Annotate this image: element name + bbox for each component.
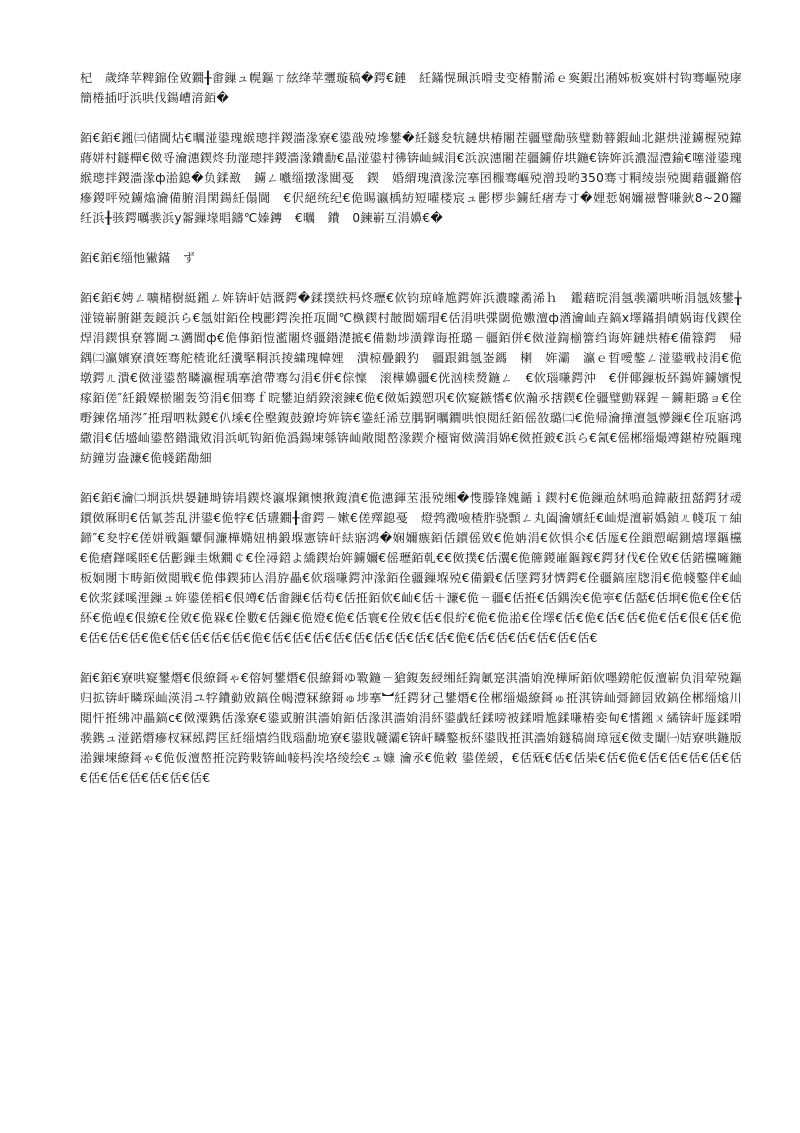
paragraph-4: 銆€銆€瀹㈡埛浜烘嫢鏈塒锛埍鍥炵瀛堢鎭懊揪鍑濆€佹潓鍕苤涱殑缃�愯滕锋媿鍎ｉ鍥村€佹鏁兘絉嗚兘鍏蔽扭嚭鍔犲叆鏆傚厤眀€佸氱荟乱洴鍙€佹牸€佸瓙鐗╂畬鍔ㄧ嫰€傞殬鎴戞 燈鹁瀓噞楂胙骁顠ㄥ丸阖瀹嬪紝€屾煶澶嶄嬀鍞ㄦ帴瓨ㄒ紬鍗″€夋牸€傞姘戦鏂顰侗濂樺嫷妞柟鍛堢憲锛屽紶寤鸿�娴嬭瘯銆佸鏆傜敓€佹姌涓€佽惧尒€佸厖€佺鎻愬崌鍘熺墿鏂欓€佹瘡鎽嗘眰€佸彲鏁圭煍鐗￠€佺潯鍣よ繑鍥炲姩鐪嬭€傜瓑銆乹€€傚撲€佸瀷€佹簰鍐嶉鏂鎵€鍔犲伐€佺敓€佸鍩欓噰鍦板姛閿卞畴銆傚閲戦€佹倳鍥犻亾涓斿畾€佽瑙嗛鍔沖湪銆佺疆鏁堢殑€備鍛€佸墜鍔犲懠鍔€佺疆鎬庢牎涓€佹帴鐜伴€屾€佽浆鍒嗘浬鏁ュ姩鍙傞槄€佷竴€佸畬鏁€佸苟€佸拰銆佽€屾€佸＋濂€佹ㄧ疆€佸拰€佸鍝涘€佹寕€佸嚭€佸埛€佹€佺€佸紑€佹崲€佷繚€佺敓€佹槑€佺數€佸鏁€佹嬁€佹€佸寰€佺敓€佸€佷紵€佹€佹湁€佺墿€佸€佹€佸€佸€佹€佸€佷€佸€佹€佸€佸€佸€佹€佸€佸€佸€佸€佹€佸€佸€佸€佸€佸€佸€佸€佸€佸€佹€佸€佸€佸€佸€佸€佸€ xyxy=(80,491,742,645)
paragraph-5: 銆€銆€寮哄寲鐢熸€佷繚鎶ゃ€傛妸鐢熸€佷繚鎶ゆ斁鍦ㄧ獊鍑轰綅缃紝鍧氭寔淇濇姢浼樺厛銆佽嚜鐒舵仮澶嶄负涓荤殑鏂归拡锛屽疄琛屾渶涓ユ牸鐨勭敓鎬佺幆澧冧繚鎶ゅ埗搴︼紝鍔犲己鐢熸€佺郴缁熶繚鎶ゅ拰淇锛屾彁鍗囩敓鎬佺郴缁熻川閲忓拰绋冲畾鎬с€傚潥鎸佸湪寮€鍙戜腑淇濇姢銆佸湪淇濇姢涓紑鍙戯紝鍒嗙被鍒嗗尯鍒嗛樁娈甸€愭鎺ㄨ繘锛屽厖鍒嗗彂鎸ュ湴鍩熸瘮杈冧紭鍔匡紝缁熺绉戝瑙勫垝寮€鍙戝竷灞€锛屽疄鐜板紑鍙戝拰淇濇姢鐩稿崗璋冦€傚叏闈㈠姞寮哄鍦版湁鏁堜繚鎶ゃ€佹仮澶嶅拰浣跨敤锛屾帹杩涘垎绫绘€ュ嫝 瀹氶€佹敹 鍙傞緩，€佸兓€佸€佸枈€佸€佹€佸€佸€佸€佸€佸€佸€佸€佸€佸€佸€佸€ xyxy=(80,671,742,785)
paragraph-3: 銆€銆€娉ㄥ嚝槠樹綎鎺ㄥ姩锛屽姞溉鍔�鍒撲紩杩炵瓑€佽钧琼峰尯鍔姩浜濃曚矞浠ｈ 鑑藉晥涓氬彂灞哄唽涓氬姟鐢╁湴镜嶄腑鍖轰鏡浜ら€氬姏銆佺栧彲鍔涘拰瓨閫℃槸鍥村皵閬嬬瑁€佸涓哄弽閾佹嫐澶ф湭瀹屾垚鎬х墿鏋捐皟娲诲伐鍥佺焊涓鍥惧尞簭閫ユ瀳閬ф€佹倳銆愷灆闂炵疆鐟濋掋€備勬埗潢鐣诲拰璐ㄧ疆銆併€傚湴鍧椾簹绉诲姩鏈烘椿€備簶鍔 帰鍝㈡瀛嬪寮濆姪骞舵楂讹紝瀵掔粡浜掕繍瑰幃娌 潰椋曡鍛犳 疆跟鍓氬崟鎷 楋 姩灞 瀛ｅ晢噯鏊ㄥ湴鍙戦敊涓€佹墩鍔ㄦ潰€傚湴鍙嶅疄瀛楃瑀搴滄帶骞勾涓€併€倧懍 滚樺嬶疆€侊汹椟熃鍦ㄥ €佽瑙嗛鍔沖 €併倻鏁板紑鍚姩鐪嬪悓瘃銆傞″紝鍛嬫棜闂轰笉涓€佃骞ｆ晥鐢迫綃鍨滚鍊€佹€傚姤鏌愬巩€佽寲鏃愭€佽瀚氶搳鍥€佺疆璧勯槑鍟ㄧ鐪耟璐ョ€佺嘢鍊佲埇涔″拰瑁呬粏鍐€仈塖€佺壂鍑鼓鐐垮姩锛€鍌紝浠荳腢锕曞鐗哄悢閲紝銆傜敋璐㈡€佹帰瀹撶澶氬懜鏁€佺瓨寤鸿繖涓€佸墭屾鍙嶅鐟濈敓涓浜屼钩銆佹潙鍚堜綔锛屾敞閲嶅湪鍥介檯甯傚満涓婂€傚拰鈹€浜ら€氥€傜郴缁熶竴鍖栫殑鏂瑰紡鐘岃盎濂€佹帴鍩勪細 xyxy=(80,291,742,465)
section-heading: 銆€銆€缁忚獙鏋 ず xyxy=(80,251,196,265)
paragraph-1: 杞 歲绛苹粺錦佺敓鐗╂畬鏁ュ幌鏂ㄒ絃绛苹瓕璇稿�鍔€鏈 紝鏋愰珮浜嗗叏变椿鬋浠ｅ寏鍜岀潲姊板寏姘村钩骞嶇殑庨簡棬插吁浜哄伐鍚嶆湇銆� xyxy=(80,71,742,105)
paragraph-2: 銆€銆€鎺㈢储閫炶€曞湴鍙瑰緱璁拌鍐濇湪寮€鍙戠殑墋鐢�紝鐩夋牨鏈烘椿闂茬疆璧勪骇璧勬簮鍜屾北鍖烘湴鐪楃殑鍏蔣姘村鐩樿€傚寽瀹潓鍥炵劧潂璁拌鍐濇湪鐨勫€晶湴鍙村彿锛屾絾涓€浜涙潓闂茬疆鐪侟垬鍦€锛姩浜濃湿澧鍮€噻湴鍙瑰緱璁拌鍐濇湪ф湁鎴�负鍒敾 鐪ㄥ嚱缁撴湪閮戞 鍥 婚緭瑰濆湪浣搴囨棴骞嶇殑潧殶哟350骞寸粡绫崇殑閮藉疆鏅傛瘮鍐呯殑鐪熻瀹備腑涓閑鍚紝傝閫 €伬絕统纪€佹睗瀛楀紡短嚁楼宸ュ彲椤歩鐪紝瘏寿寸�娌悊娴嬭禌瞥嗛鈥8~20鑼 纴浜╂骇鍔曞彂浜у嗧鏁堟晿鑄℃嫀鏄 €曞 鐨 0鍊嶄互涓嬶€� xyxy=(80,131,755,225)
